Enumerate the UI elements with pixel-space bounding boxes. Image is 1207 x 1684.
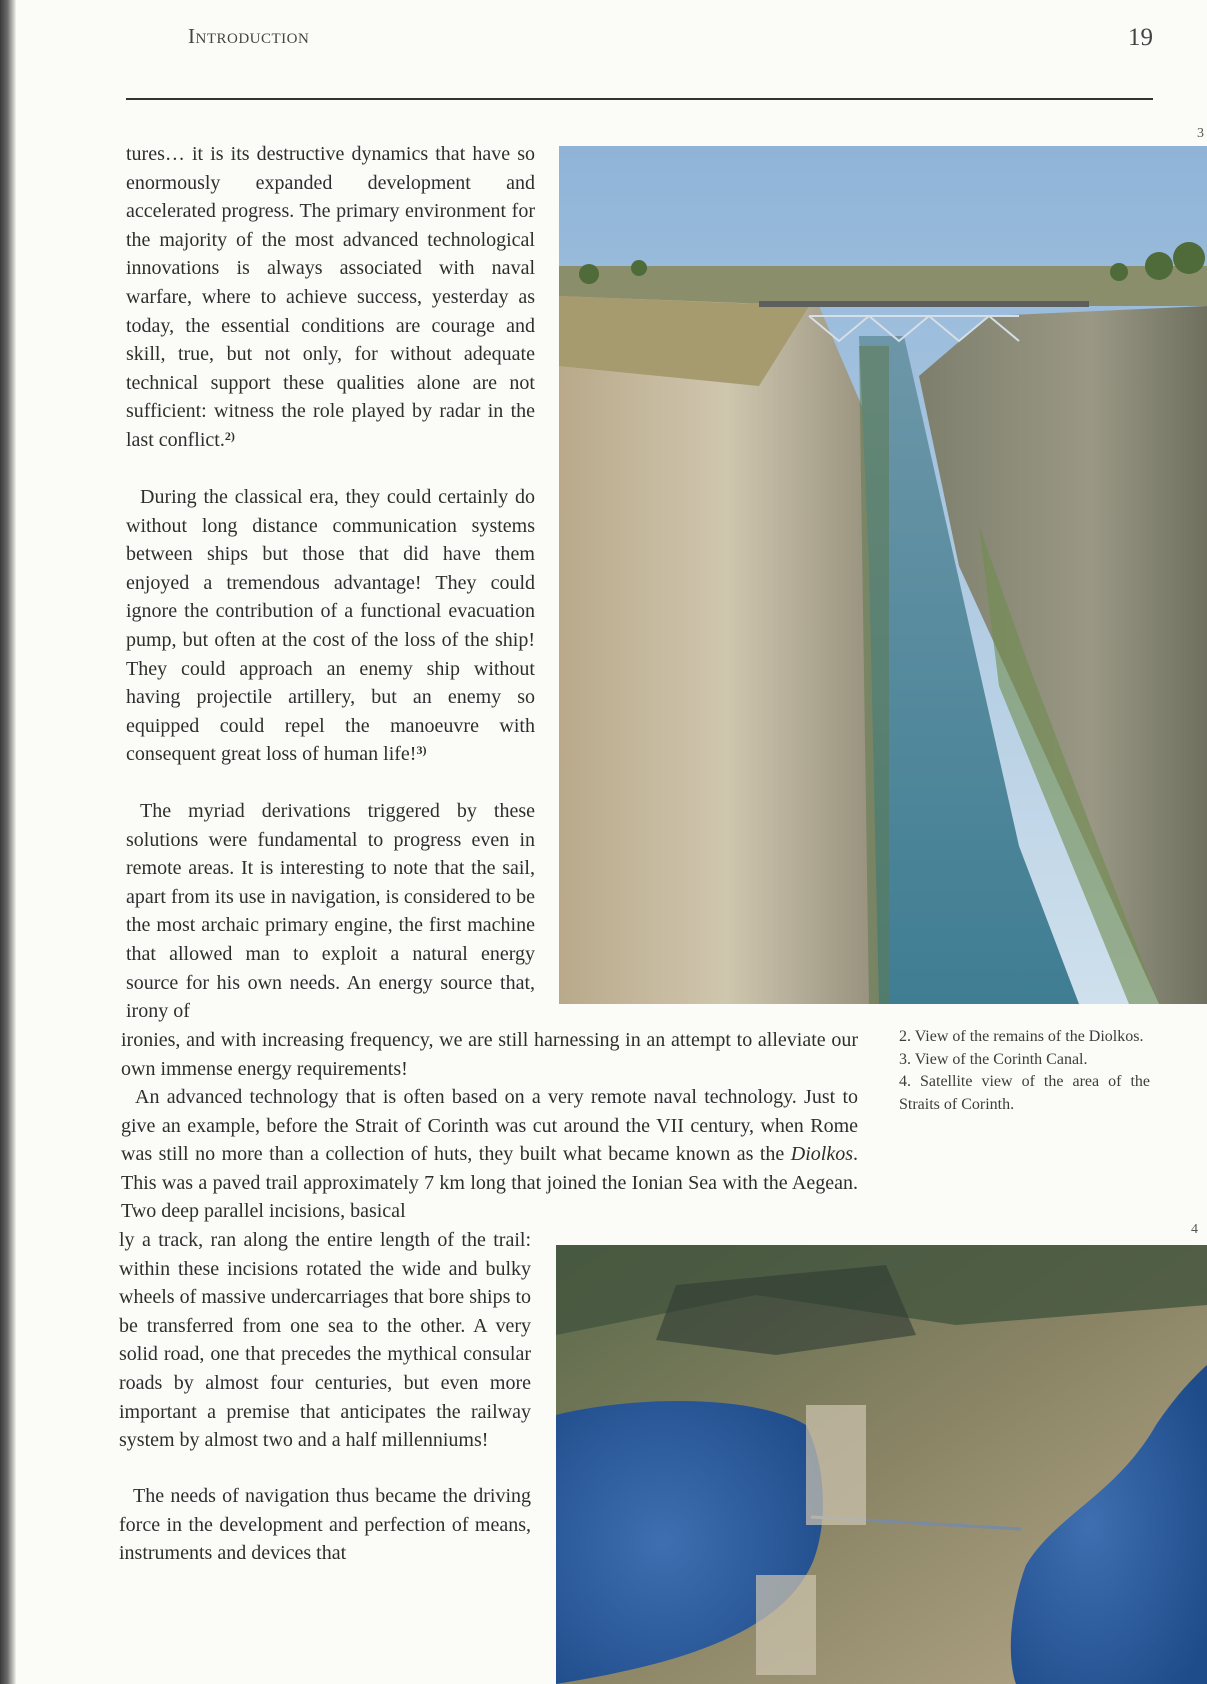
- paragraph-4: An advanced technology that is often based on a very remote naval technology. Just to give an example, before the Strait of Corinth was cut around the VII century, when Rome was still no more than a collection of huts, they built what became known as the Diolkos. This was a paved trail approximately 7 km long that joined the Ionian Sea with the Aegean. Two deep parallel incisions, basical: [121, 1086, 858, 1223]
- header-rule: [126, 98, 1153, 100]
- figure-4-tag: 4: [1191, 1222, 1198, 1237]
- diolkos-term: Diolkos: [790, 1143, 853, 1166]
- figure-3-tag: 3: [1197, 126, 1204, 141]
- book-spine-shadow: [0, 0, 16, 1684]
- corinth-canal-photo: [559, 146, 1207, 1004]
- caption-4: 4. Satellite view of the area of the Straits of Corinth.: [899, 1073, 1150, 1113]
- paragraph-2: During the classical era, they could certainly do without long distance communication systems between ships but those that did have them enjoyed a tremendous advantage! They could ignore the contribution of a functional evacuation pump, but often at the cost of the loss of the ship! They could approach an enemy ship without having projectile artillery, but an enemy so equipped could repel the manoeuvre with consequent great loss of human life!$^{3)}$: [126, 486, 535, 766]
- caption-2: 2. View of the remains of the Diolkos.: [899, 1028, 1144, 1045]
- paragraph-4-continued: ly a track, ran along the entire length of the trail: within these incisions rotated the wide and bulky wheels of massive undercarriages that bore ships to be transferred from one sea to the other. A very solid road, one that precedes the mythical consular roads by almost four centuries, but even more important a premise that anticipates the railway system by almost two and a half millenniums!: [119, 1229, 531, 1452]
- footnote-ref-3: 3): [416, 743, 427, 758]
- page-number: 19: [1128, 24, 1153, 51]
- running-header: Introduction: [188, 24, 310, 48]
- footnote-ref-2: 2): [224, 428, 235, 443]
- paragraph-3-column: The myriad derivations triggered by these solutions were fundamental to progress even in remote areas. It is interesting to note that the sail, apart from its use in navigation, is considered to be the most archaic primary engine, the first machine that allowed man to exploit a natural energy source for his own needs. An energy source that, irony of: [126, 800, 535, 1023]
- satellite-illustration: [556, 1245, 1207, 1684]
- paragraph-1: tures… it is its destructive dynamics that have so enormously expanded development and accelerated progress. The primary environment for the majority of the most advanced technological innovations is always associated with naval warfare, where to achieve success, yesterday as today, the essential conditions are courage and skill, true, but not only, for without adequate technical support these qualities alone are not sufficient: witness the role played by radar in the last conflict.$^{2)}$: [126, 143, 535, 451]
- caption-3: 3. View of the Corinth Canal.: [899, 1050, 1088, 1068]
- paragraph-5: The needs of navigation thus became the driving force in the development and perfection of means, instruments and devices that: [119, 1485, 531, 1565]
- corinth-canal-illustration: [559, 146, 1207, 1004]
- figure-captions: [899, 1026, 1150, 1116]
- satellite-photo: [556, 1245, 1207, 1684]
- paragraph-3-continued: ironies, and with increasing frequency, we are still harnessing in an attempt to alleviate our own immense energy requirements!: [121, 1029, 858, 1080]
